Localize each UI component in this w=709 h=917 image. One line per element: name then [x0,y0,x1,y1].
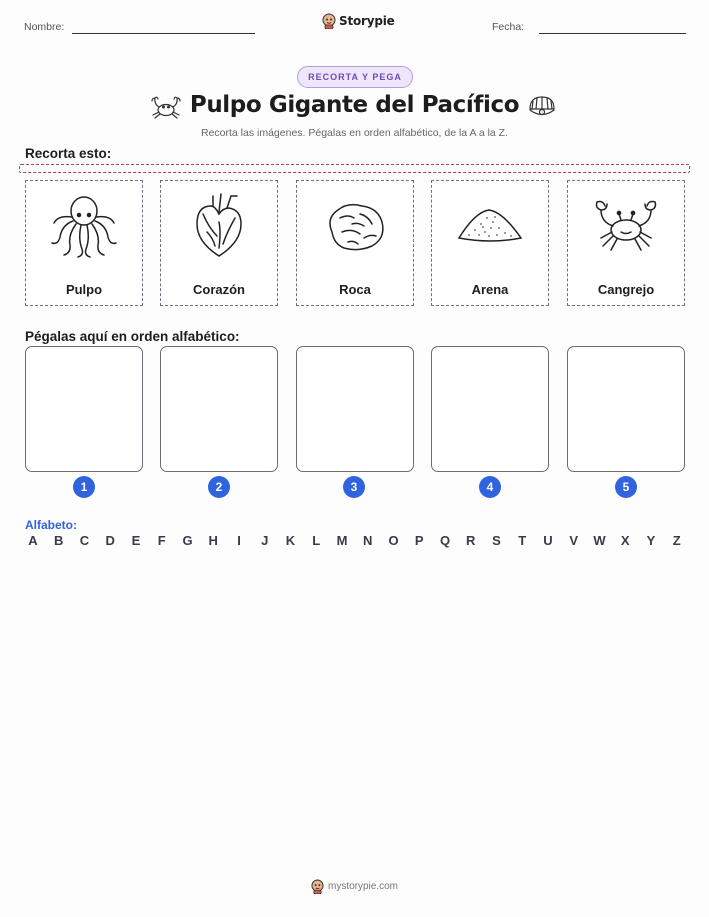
alphabet-letter: L [312,533,321,548]
alphabet-letter: K [285,533,296,548]
paste-slot-3[interactable] [296,346,414,472]
cutout-card-pulpo[interactable] [25,180,143,306]
alphabet-letter: H [208,533,218,548]
alphabet-letter: G [182,533,193,548]
alphabet-letter: T [518,533,527,548]
slot-number-3: 3 [343,476,365,498]
octopus-icon [48,193,120,259]
slot-number-5: 5 [615,476,637,498]
alphabet-letter: Q [439,533,451,548]
slot-number-1: 1 [73,476,95,498]
alphabet-letter: P [414,533,424,548]
sand-icon [455,206,525,246]
cutout-card-cangrejo[interactable] [567,180,685,306]
alphabet-letter: D [105,533,115,548]
card-label: Arena [471,282,509,297]
date-label: Fecha: [492,21,525,33]
alphabet-letter: N [363,533,373,548]
clam-shell-icon [527,93,557,121]
cutout-card-corazon[interactable] [160,180,278,306]
card-label: Pulpo [65,282,103,297]
crab-icon [593,196,659,256]
footer [0,879,709,894]
alphabet-letter: I [237,533,241,548]
brand-logo [322,13,395,29]
card-label: Roca [339,282,371,297]
paste-slot-2[interactable] [160,346,278,472]
alphabet-letter: C [79,533,90,548]
alphabet-letter: M [336,533,348,548]
activity-badge: RECORTA Y PEGA [297,66,413,88]
paste-slot-4[interactable] [431,346,549,472]
alphabet-letter: V [569,533,579,548]
heart-organ-icon [189,192,249,260]
card-label: Corazón [193,282,245,297]
alphabet-letter: O [388,533,399,548]
cut-section-label: Recorta esto: [25,146,112,161]
alphabet-letter: U [543,533,553,548]
page-title: Pulpo Gigante del Pacífico [189,92,520,118]
storypie-mascot-icon [311,879,324,894]
alphabet-title: Alfabeto: [25,518,77,532]
alphabet-letter: E [131,533,141,548]
date-line [539,33,686,34]
brand-name: Storypie [339,14,395,28]
slot-number-2: 2 [208,476,230,498]
paste-slot-1[interactable] [25,346,143,472]
paste-slot-5[interactable] [567,346,685,472]
alphabet-letter: W [593,533,606,548]
cut-line [19,164,690,173]
alphabet-letter: J [261,533,269,548]
paste-section-label: Pégalas aquí en orden alfabético: [25,329,240,344]
instructions: Recorta las imágenes. Pégalas en orden alfabético, de la A a la Z. [200,127,509,139]
footer-url[interactable]: mystorypie.com [327,881,398,892]
rock-icon [322,198,388,254]
alphabet-letter: A [28,533,38,548]
name-label: Nombre: [24,21,65,33]
alphabet-letter: B [54,533,64,548]
alphabet-letter: F [157,533,166,548]
alphabet-row [25,533,685,548]
alphabet-letter: Z [672,533,681,548]
slot-number-4: 4 [479,476,501,498]
name-line [72,33,255,34]
card-label: Cangrejo [597,282,655,297]
alphabet-letter: Y [646,533,656,548]
cutout-card-arena[interactable] [431,180,549,306]
cutout-card-roca[interactable] [296,180,414,306]
alphabet-letter: R [466,533,476,548]
alphabet-letter: S [492,533,501,548]
alphabet-letter: X [620,533,630,548]
storypie-mascot-icon [322,13,336,29]
